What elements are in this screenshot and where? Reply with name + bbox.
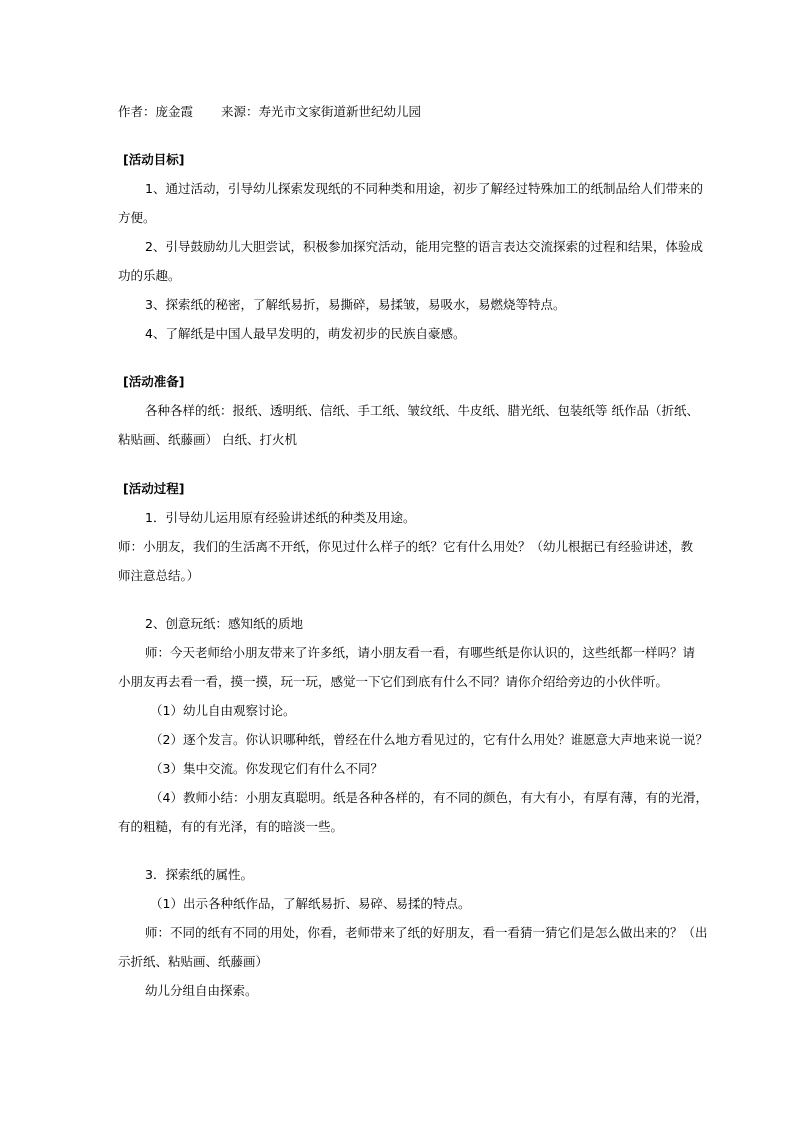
step-2-item-2: （2）逐个发言。你认识哪种纸，曾经在什么地方看见过的，它有什么用处？谁愿意大声地来说一说？ [150,732,708,747]
byline [118,104,678,120]
step-2-line-a: 师：今天老师给小朋友带来了许多纸，请小朋友看一看，有哪些纸是你认识的，这些纸都一样吗？请 [145,645,696,660]
step-2-line-b: 小朋友再去看一看，摸一摸，玩一玩，感觉一下它们到底有什么不同？请你介绍给旁边的小伙伴听。 [118,674,669,689]
step-2-item-3: （3）集中交流。你发现它们有什么不同？ [150,761,383,776]
step-3-line-b: 示折纸、粘贴画、纸藤画） [118,954,269,969]
step-1-title: 1．引导幼儿运用原有经验讲述纸的种类及用途。 [145,510,416,525]
goals-heading: [活动目标] [123,152,185,167]
author: 作者：庞金霞 [118,104,194,119]
goal-2-line-a: 2、引导鼓励幼儿大胆尝试，积极参加探究活动，能用完整的语言表达交流探索的过程和结果，体验成 [145,239,703,254]
process-heading: [活动过程] [123,481,185,496]
prep-line-a: 各种各样的纸：报纸、透明纸、信纸、手工纸、皱纹纸、牛皮纸、腊光纸、包装纸等 纸作品（折纸、 [145,403,699,418]
prep-line-b: 粘贴画、纸藤画） 白纸、打火机 [118,432,297,447]
goal-2-line-b: 功的乐趣。 [118,268,181,283]
step-1-line-a: 师：小朋友，我们的生活离不开纸，你见过什么样子的纸？它有什么用处？（幼儿根据已有经验讲述，教 [118,539,694,554]
step-2-item-4-line-a: （4）教师小结：小朋友真聪明。纸是各种各样的，有不同的颜色，有大有小，有厚有薄，有的光滑， [150,790,708,805]
step-2-item-4-line-b: 有的粗糙，有的有光泽，有的暗淡一些。 [118,819,344,834]
step-3-line-c: 幼儿分组自由探索。 [145,983,258,998]
prep-heading: [活动准备] [123,374,185,389]
step-1-line-b: 师注意总结。） [118,568,200,583]
goal-1-line-b: 方便。 [118,210,156,225]
goal-3: 3、探索纸的秘密，了解纸易折，易撕碎，易揉皱，易吸水，易燃烧等特点。 [145,297,566,312]
step-3-title: 3．探索纸的属性。 [145,867,253,882]
step-3-line-a: 师：不同的纸有不同的用处，你看，老师带来了纸的好朋友，看一看猜一猜它们是怎么做出来的？（出 [145,925,708,940]
source: 来源：寿光市文家街道新世纪幼儿园 [221,104,422,119]
step-2-title: 2、创意玩纸：感知纸的质地 [145,616,303,631]
goal-1-line-a: 1、通过活动，引导幼儿探索发现纸的不同种类和用途，初步了解经过特殊加工的纸制品给人们带来的 [145,181,703,196]
step-3-item-1: （1）出示各种纸作品，了解纸易折、易碎、易揉的特点。 [150,896,471,911]
step-2-item-1: （1）幼儿自由观察讨论。 [150,703,296,718]
goal-4: 4、了解纸是中国人最早发明的，萌发初步的民族自豪感。 [145,326,466,341]
